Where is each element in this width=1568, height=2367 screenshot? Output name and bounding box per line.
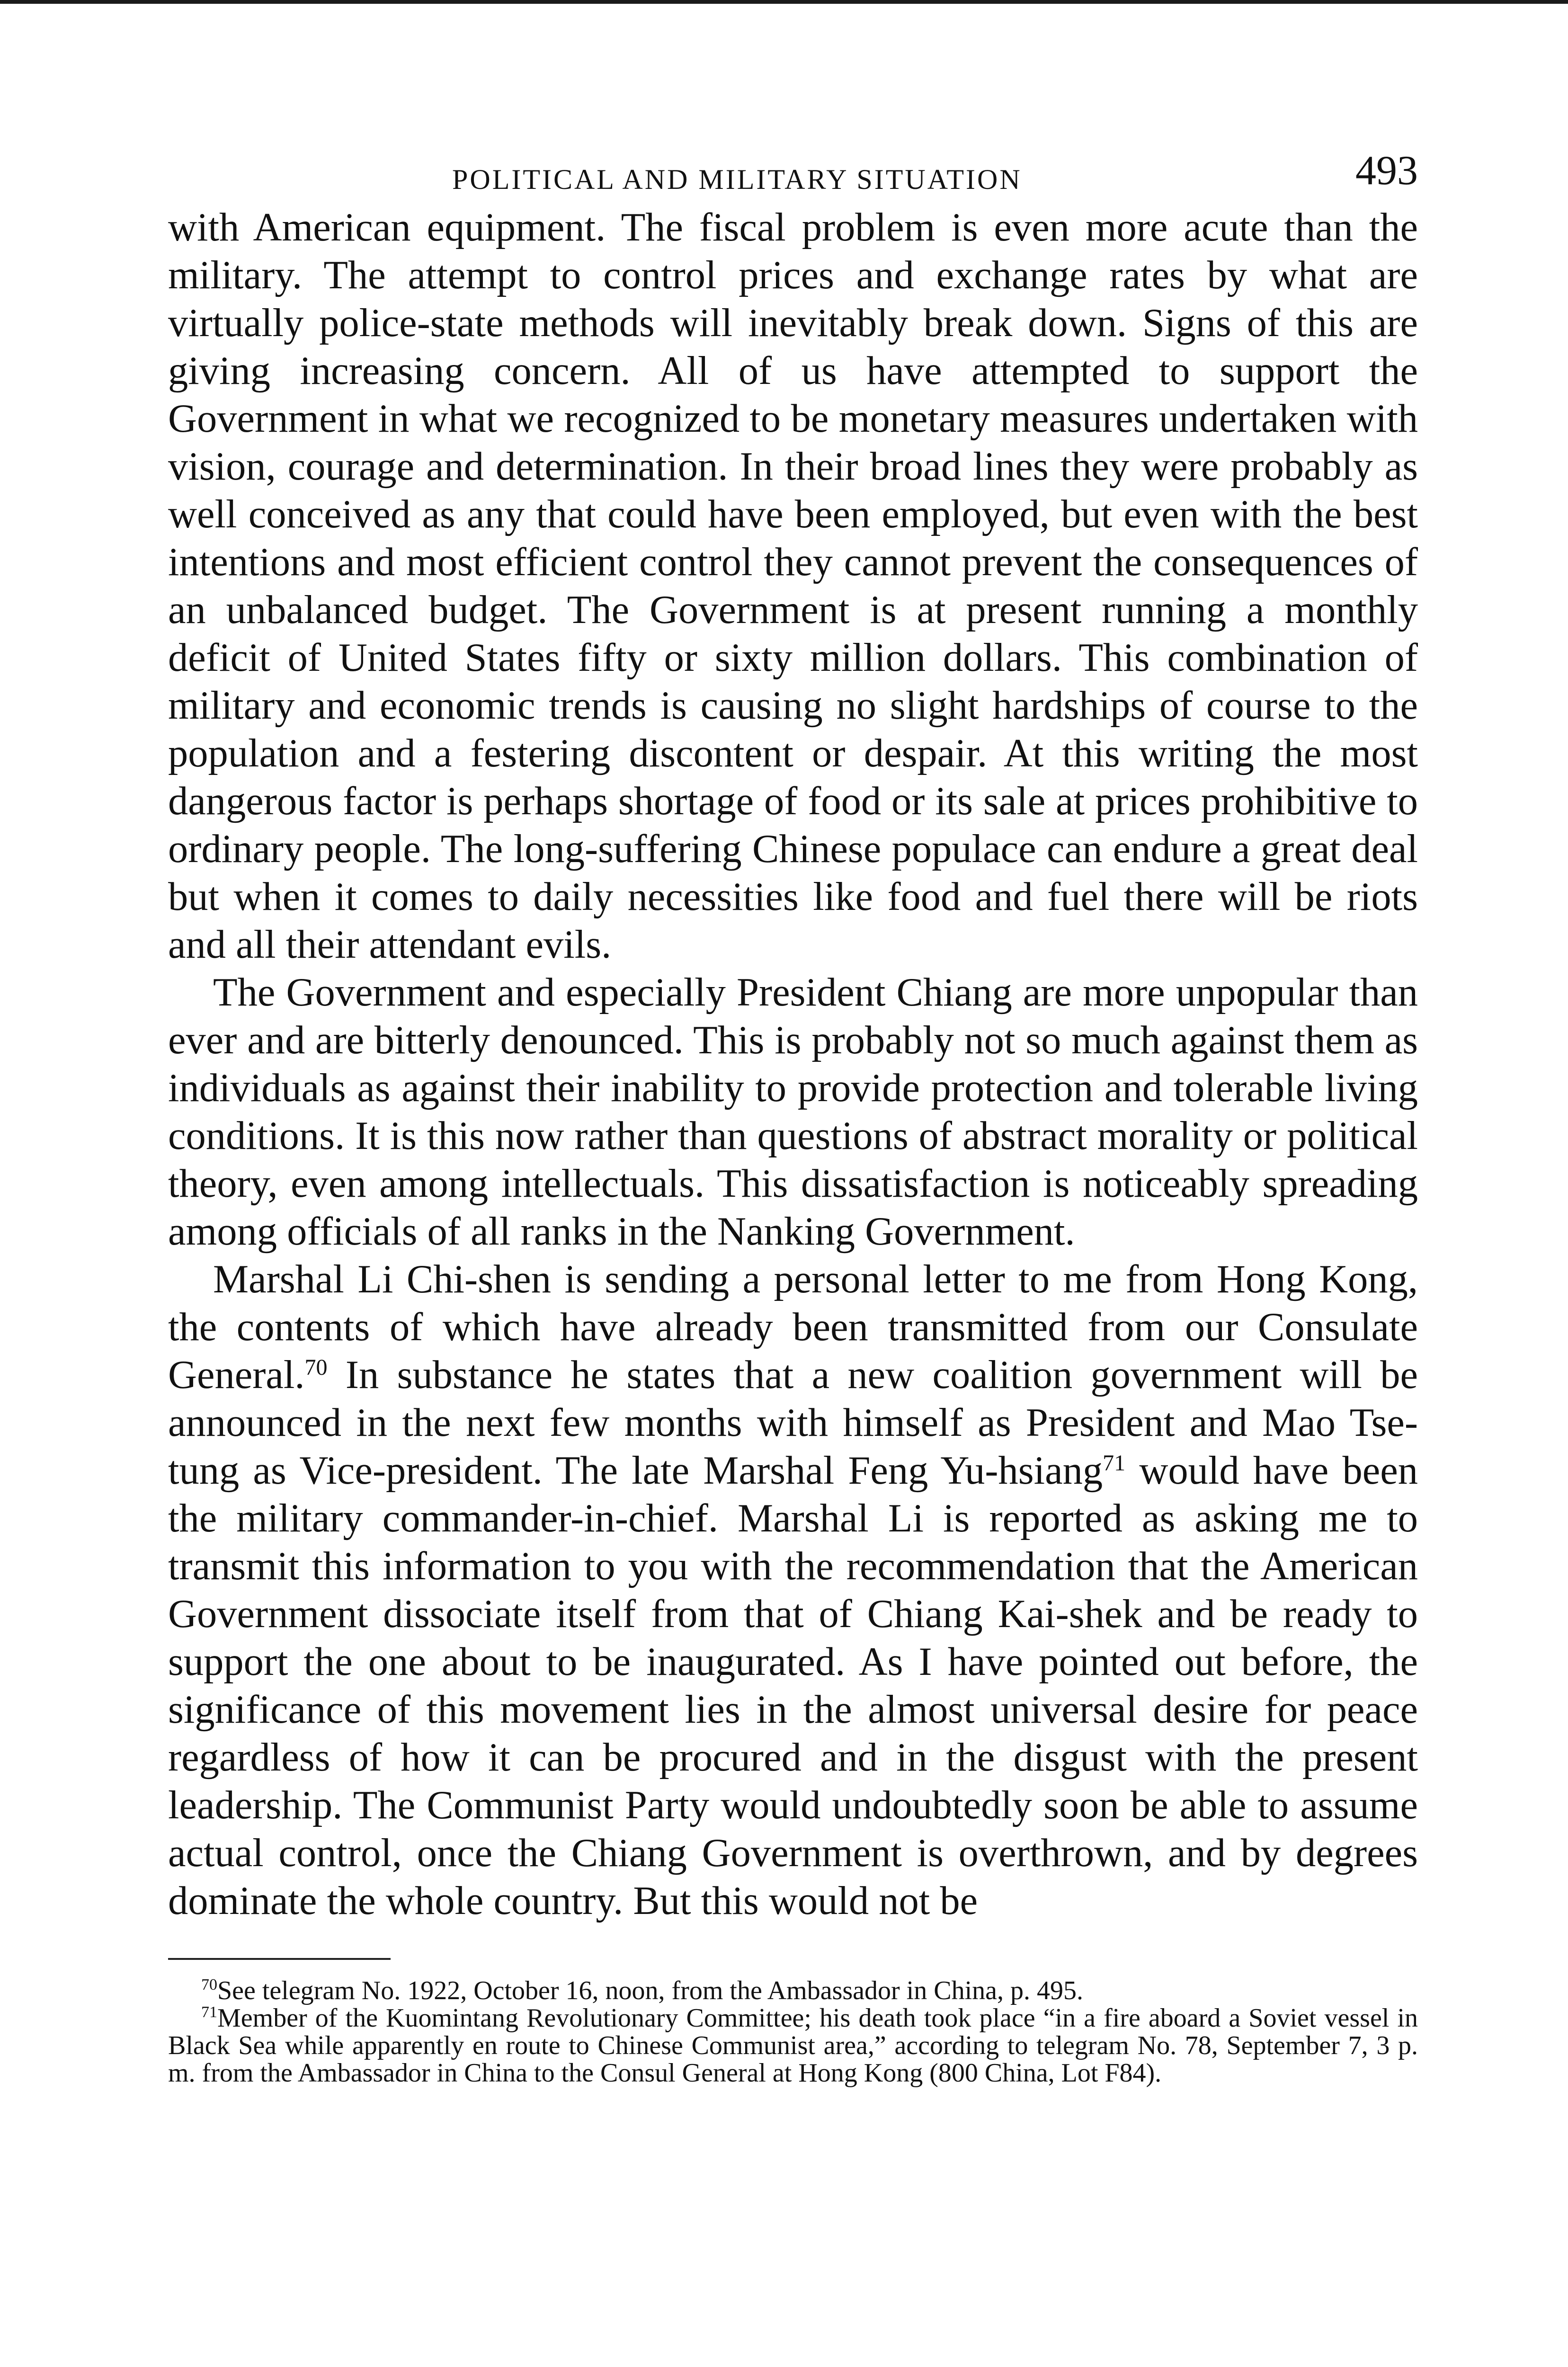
footnote-text: Member of the Kuomintang Revolutionary Committee; his death took place “in a fire aboard a Soviet vessel in Black Sea while apparently en route to Chinese Communist area,” according to telegram No. 78, September 7, 3 p. m. from the Ambassador in China to the Consul General at Hong Kong (800 China, Lot F84).	[168, 2003, 1418, 2088]
footnote-ref-71[interactable]: 71	[1103, 1450, 1126, 1476]
footnote-ref-70[interactable]: 70	[304, 1355, 328, 1380]
paragraph-1: with American equipment. The fiscal problem is even more acute than the military. The attempt to control prices and exchange rates by what are virtually police-state methods will inevitably break down. Signs of this are giving increasing concern. All of us have attempted to support the Government in what we recognized to be monetary measures undertaken with vision, courage and determination. In their broad lines they were probably as well conceived as any that could have been employed, but even with the best intentions and most efficient control they cannot prevent the consequences of an unbalanced budget. The Government is at present running a monthly deficit of United States fifty or sixty million dollars. This combination of military and economic trends is causing no slight hardships of course to the population and a festering discontent or despair. At this writing the most dangerous factor is perhaps shortage of food or its sale at prices prohibitive to ordinary people. The long-suffering Chinese populace can endure a great deal but when it comes to daily necessities like food and fuel there will be riots and all their attendant evils.	[168, 205, 1418, 967]
footnote-divider	[168, 1958, 391, 1960]
footnote-71	[168, 2004, 1418, 2087]
footnote-number: 71	[201, 2003, 217, 2021]
paragraph-3-part-a: Marshal Li Chi-shen is sending a personal letter to me from Hong Kong, the contents of which have already been transmitted from our Consulate General.	[168, 1257, 1418, 1397]
running-title: POLITICAL AND MILITARY SITUATION	[452, 164, 1022, 195]
footnote-number: 70	[201, 1976, 217, 1993]
body-text	[168, 204, 1418, 1925]
paragraph-3	[168, 1255, 1418, 1925]
paragraph-3-part-c: would have been the military commander-in-chief. Marshal Li is reported as asking me to transmit this information to you with the recommendation that the American Government dissociate itself from that of Chiang Kai-shek and be ready to support the one about to be inaugurated. As I have pointed out before, the significance of this movement lies in the almost universal desire for peace regardless of how it can be procured and in the disgust with the present leadership. The Communist Party would undoubtedly soon be able to assume actual control, once the Chiang Government is overthrown, and by degrees dominate the whole country. But this would not be	[168, 1449, 1418, 1923]
top-border-rule	[0, 0, 1568, 4]
footnote-70	[168, 1977, 1418, 2004]
footnotes	[168, 1977, 1418, 2087]
footnote-text: See telegram No. 1922, October 16, noon, from the Ambassador in China, p. 495.	[217, 1976, 1083, 2005]
paragraph-2: The Government and especially President Chiang are more unpopular than ever and are bitterly denounced. This is probably not so much against them as individuals as against their inability to provide protection and tolerable living conditions. It is this now rather than questions of abstract morality or political theory, even among intellectuals. This dissatisfaction is noticeably spreading among officials of all ranks in the Nanking Government.	[168, 970, 1418, 1254]
page	[168, 142, 1418, 2087]
running-head	[168, 142, 1418, 204]
paragraph-3-part-b: In substance he states that a new coalition government will be announced in the next few months with himself as President and Mao Tse-tung as Vice-president. The late Marshal Feng Yu-hsiang	[168, 1353, 1418, 1493]
page-number: 493	[1355, 148, 1418, 194]
